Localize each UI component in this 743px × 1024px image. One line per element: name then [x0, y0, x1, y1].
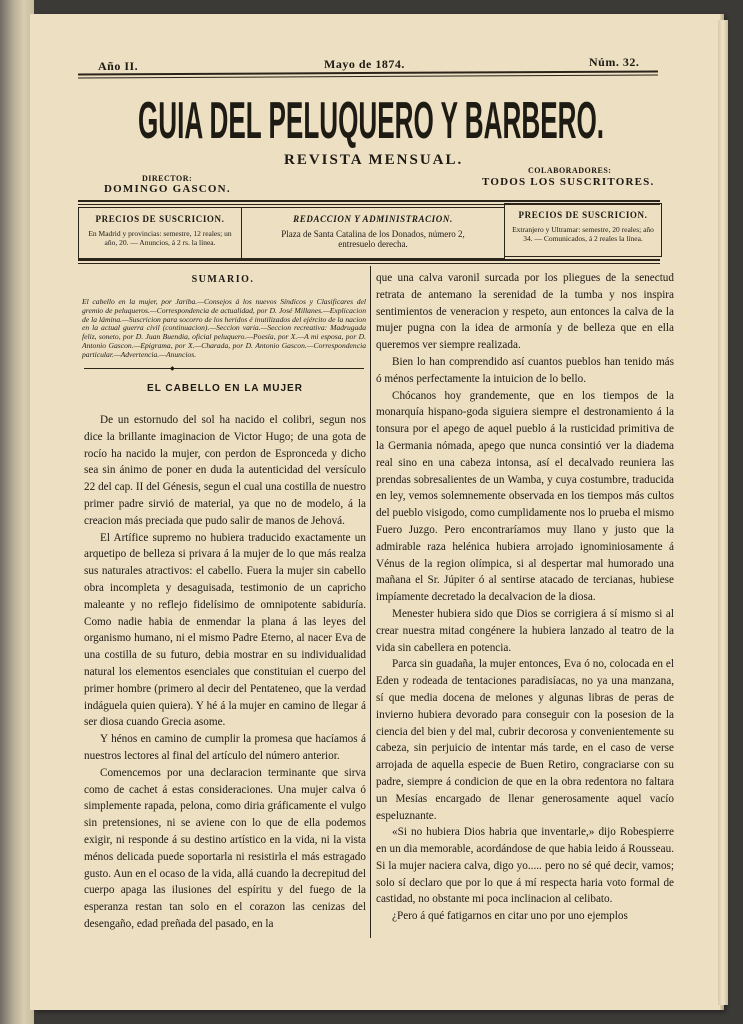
header-rule [78, 70, 658, 78]
collaborators-name: TODOS LOS SUSCRITORES. [482, 176, 655, 188]
info-bottom-rule [78, 259, 660, 264]
newspaper-page [30, 14, 720, 1010]
sumario-rule [84, 368, 364, 369]
subscription-text-spain: En Madrid y provincias: semestre, 12 reales; un año, 20. — Anuncios, á 2 rs. la línea. [88, 229, 232, 247]
page-edges [718, 20, 728, 1005]
paragraph: Bien lo han comprendido así cuantos pueblos han tenido más ó ménos perfectamente la intuicion de lo bello. [376, 355, 674, 385]
article-column-left [84, 412, 366, 933]
director-name: DOMINGO GASCON. [104, 183, 231, 195]
subtitle: REVISTA MENSUAL. [284, 152, 464, 168]
paragraph: que una calva varonil surcada por los pliegues de la senectud retrata de antemano la serenidad de la tumba y nos inspira sentimientos de veneracion y respeto, aun entonces la calva de la mujer pugna con la idea de armonía y de belleza que en ella queremos ver siempre realizada. [376, 272, 674, 352]
paragraph: Comencemos por una declaracion terminante que sirva como de cachet á estas consideraciones. Una mujer calva ó simplemente rapada, pelona, como diria gráficamente el vulgo sin pretensiones, ni se aviene con lo que de ella podemos exigir, ni responde á su destino artístico en la vida, ni la vista ménos delicada puede soportarla ni resistirla el más estragado gusto. Aun en el ocaso de la vida, allá cuando la decrepitud del cuerpo apaga las ilusiones del espíritu y del fuego de la esperanza restan tan solo en el corazon las cenizas del desengaño, edad preñada del pasado, en la [84, 766, 366, 930]
subscription-title-abroad: PRECIOS DE SUSCRICION. [518, 210, 648, 220]
director-label: DIRECTOR: [142, 174, 193, 183]
book-binding [0, 0, 34, 1024]
paragraph: ¿Pero á qué fatigarnos en citar uno por uno ejemplos [392, 910, 628, 923]
issue-number: Núm. 32. [589, 55, 640, 69]
administration-box [241, 207, 505, 259]
masthead-title-text: GUIA DEL PELUQUERO Y BARBERO. [138, 92, 604, 150]
paragraph: Parca sin guadaña, la mujer entonces, Eva ó no, colocada en el Eden y rodeada de tentaciones paradisíacas, no ya una manzana, sí que media docena de melones y algunas libras de peras de invierno hubiera devorado para conseguir con la posesion de la ciencia del bien y del mal, cubrir decorosa y convenientemente su cabeza, sin perjuicio de intentar más tarde, en el caso de verse arrojada de aquella especie de Buen Retiro, congraciarse con su padre, siempre á condicion de que en la obra redentora no faltara un Mesías encargado de llenar generosamente aquel vacío espeluznante. [376, 658, 674, 822]
paragraph: Menester hubiera sido que Dios se corrigiera á sí mismo si al crear nuestra mitad congénere la hubiera lanzado al teatro de la vida sin cabellera en potencia. [376, 607, 674, 654]
subscription-text-abroad: Extranjero y Ultramar: semestre, 20 reales; año 34. — Comunicados, á 2 reales la línea. [512, 225, 654, 243]
paragraph: De un estornudo del sol ha nacido el colibri, segun nos dice la brillante imaginacion de Victor Hugo; de una gota de rocío ha nacido la mujer, con perdon de Espronceda y dicho sea sin ánimo de poner en duda la autenticidad del versículo 22 del cap. II del Génesis, segun el cual una costilla de nuestro primer padre sirvió de material, ya que no de modelo, á la creacion más preciada que pudo salir de manos de Jehová. [84, 414, 366, 527]
issue-date: Mayo de 1874. [324, 57, 405, 71]
issue-year: Año II. [98, 59, 139, 73]
administration-text: Plaza de Santa Catalina de los Donados, número 2, entresuelo derecha. [281, 229, 465, 249]
masthead-title [136, 86, 606, 150]
administration-title: REDACCION Y ADMINISTRACION. [293, 214, 453, 224]
sumario-text: El cabello en la mujer, por Jariba.—Consejos á los nuevos Síndicos y Clasificares del gremio de peluqueros.—Correspondencia de actualidad, por D. José Millanes.—Explicacion de la lámina.—Suscricion para socorro de los heridos é inutilizados del ejército de la nacion en la actual guerra civil (continuacion).—Seccion varia.—Seccion recreativa: Madrugada feliz, soneto, por D. Juan Buendia, oficial peluquero.—Poesía, por X.—A mi esposa, por D. Antonio Gascon.—Epigrama, por X.—Charada, por D. Antonio Gascon.—Correspondencia particular.—Advertencia.—Anuncios. [82, 297, 366, 359]
subscription-box-spain [78, 207, 242, 259]
ornament-icon: ◆ [170, 366, 175, 372]
paragraph: Chócanos hoy grandemente, que en los tiempos de la monarquía hispano-goda siguiera siempre el destronamiento á la tonsura por el apego de aquel pueblo á la rusticidad primitiva de la Germania nómada, apego que nunca consintió ver la diadema real sino en una cabeza intonsa, así el decalvado reuniera las prendas sobresalientes de un Wamba, y cuya costumbre, traducida en ley, vemos solemnemente observada en los tiempos más cultos del pueblo visigodo, como cumplidamente nos lo prueba el mismo Fuero Juzgo. Pero encontraríamos muy llano y justo que la admirable raza helénica hubiera arrojado ignominiosamente á Vénus de la region olímpica, si al despertar mal humorado una mañana el Sr. Júpiter ó al sentirse atacado de tercianas, hubiese impíamente decretado la decalvacion de la diosa. [376, 389, 674, 604]
sumario-heading: SUMARIO. [191, 274, 255, 285]
article-column-right [376, 270, 674, 925]
subscription-box-abroad [504, 203, 662, 257]
column-divider [370, 266, 371, 938]
paragraph: Y hénos en camino de cumplir la promesa que hacíamos á nuestros lectores al final del artículo del número anterior. [84, 733, 366, 762]
paragraph: El Artífice supremo no hubiera traducido exactamente un arquetipo de belleza si privara á la mujer de lo que más realza sus naturales atractivos: el cabello. Fuera la mujer sin cabello obra incompleta y desaguisada, testimonio de un capricho maleante y no reflejo fidelísimo de omnipotente sabiduría. Como nadie habia de enmendar la plana á las leyes del organismo humano, ni el mismo Padre Eterno, al nacer Eva de una costilla de su futuro, debia mostrar en su individualidad natural los elementos esenciales que constituian el cuerpo del primer hombre (primero al decir del Pentateneo, que la verdad indáguela quien quiera). Y hé á la mujer en camino de llegar á ser diosa cuando Grecia asome. [84, 531, 366, 729]
paragraph: «Si no hubiera Dios habria que inventarle,» dijo Robespierre en un dia memorable, acordándose de que habia leido á Rousseau. Si la mujer naciera calva, digo yo..... pero no sé qué decir, vamos; solo sí declaro que por lo que á mí respecta haria voto formal de castidad, no obstante mi poca inclinacion al celibato. [376, 826, 674, 906]
collaborators-label: COLABORADORES: [528, 166, 612, 175]
subscription-title-spain: PRECIOS DE SUSCRICION. [95, 214, 225, 224]
article-heading: EL CABELLO EN LA MUJER [147, 383, 303, 394]
